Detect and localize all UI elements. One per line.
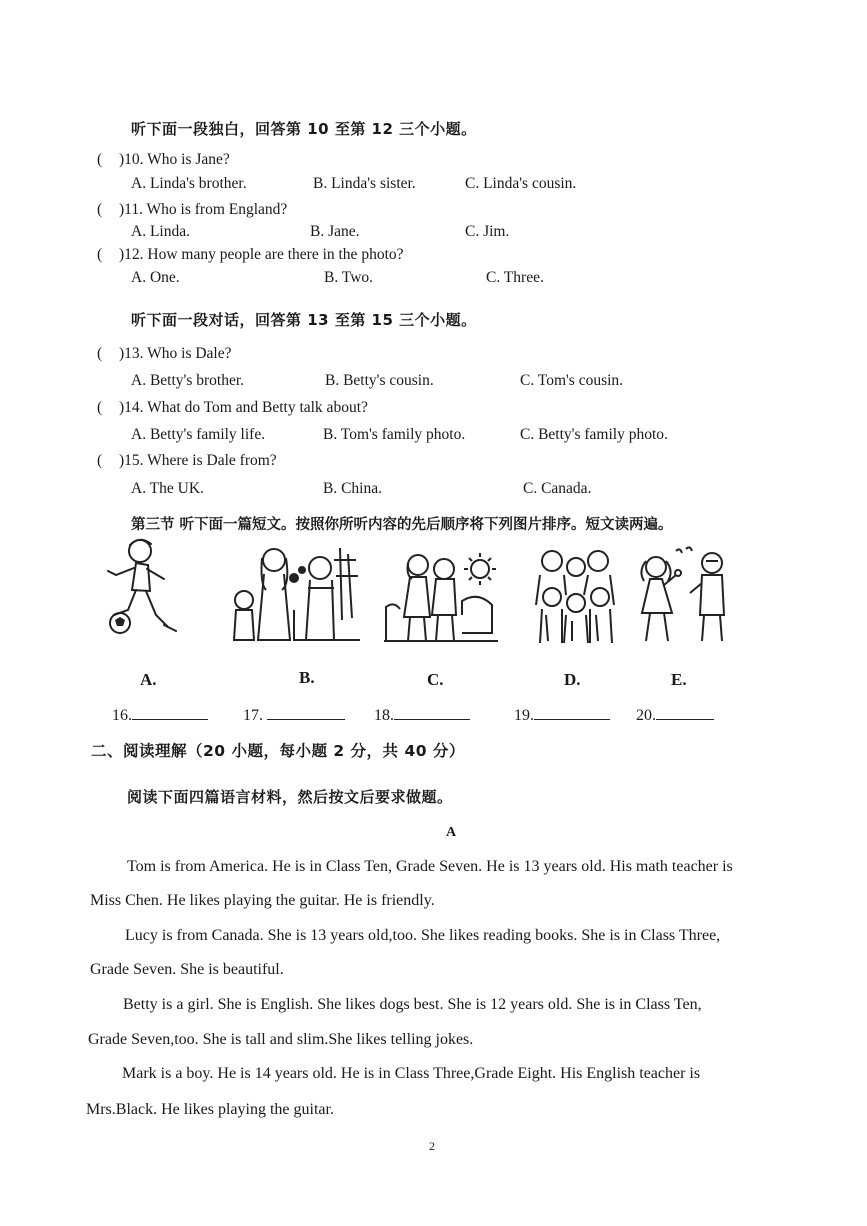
option-a: A. The UK.: [131, 480, 204, 497]
question-11: )11. Who is from England?: [119, 201, 288, 218]
passage-line: Grade Seven. She is beautiful.: [90, 961, 284, 978]
blank-number: 16.: [112, 707, 132, 724]
question-15: )15. Where is Dale from?: [119, 452, 277, 469]
option-c: C. Tom's cousin.: [520, 372, 624, 389]
family-portrait-icon: [222, 540, 360, 645]
option-b: B. Two.: [324, 269, 374, 286]
option-a: A. One.: [131, 269, 180, 286]
passage-title: A: [446, 825, 457, 840]
question-paren: (: [97, 399, 103, 416]
option-c: C. Three.: [486, 269, 544, 286]
option-b: B. Betty's cousin.: [325, 372, 434, 389]
option-c: C. Jim.: [465, 223, 510, 240]
option-c: C. Linda's cousin.: [465, 175, 577, 192]
blank-number: 20.: [636, 707, 656, 724]
option-a: A. Betty's brother.: [131, 372, 245, 389]
blank-number: 18.: [374, 707, 394, 724]
answer-blank-18[interactable]: [374, 705, 470, 725]
boy-kicking-ball-icon: [98, 535, 188, 640]
page-number: 2: [429, 1139, 435, 1153]
picture-label-c: C.: [427, 670, 444, 689]
passage-line: Lucy is from Canada. She is 13 years old,too. She likes reading books. She is in Class Three,: [125, 927, 721, 944]
passage-line: Betty is a girl. She is English. She likes dogs best. She is 12 years old. She is in Class Ten,: [123, 996, 702, 1013]
section-heading-monologue: 听下面一段独白，回答第 10 至第 12 三个小题。: [131, 120, 477, 138]
answer-blank-19[interactable]: [514, 705, 610, 725]
picture-label-d: D.: [564, 670, 581, 689]
blank-number: 17.: [243, 707, 263, 724]
option-a: A. Betty's family life.: [131, 426, 266, 443]
question-paren: (: [97, 246, 103, 263]
option-a: A. Linda.: [131, 223, 190, 240]
blank-number: 19.: [514, 707, 534, 724]
question-paren: (: [97, 345, 103, 362]
question-10: )10. Who is Jane?: [119, 151, 230, 168]
reading-instruction: 阅读下面四篇语言材料，然后按文后要求做题。: [127, 788, 453, 806]
option-a: A. Linda's brother.: [131, 175, 247, 192]
picture-label-a: A.: [140, 670, 157, 689]
question-paren: (: [97, 201, 103, 218]
question-paren: (: [97, 151, 103, 168]
picture-label-b: B.: [299, 668, 315, 687]
girl-singing-with-man-icon: [630, 545, 732, 645]
passage-line: Miss Chen. He likes playing the guitar. He is friendly.: [90, 892, 435, 909]
passage-line: Mrs.Black. He likes playing the guitar.: [86, 1101, 334, 1118]
picture-label-e: E.: [671, 670, 687, 689]
family-group-icon: [532, 545, 618, 645]
answer-blank-16[interactable]: [112, 705, 208, 725]
option-b: B. Tom's family photo.: [323, 426, 466, 443]
question-13: )13. Who is Dale?: [119, 345, 232, 362]
couple-sunny-day-icon: [382, 545, 500, 645]
question-14: )14. What do Tom and Betty talk about?: [119, 399, 368, 416]
option-b: B. Jane.: [310, 223, 360, 240]
section-heading-dialogue: 听下面一段对话，回答第 13 至第 15 三个小题。: [131, 311, 477, 329]
question-paren: (: [97, 452, 103, 469]
passage-line: Grade Seven,too. She is tall and slim.She likes telling jokes.: [88, 1031, 474, 1048]
passage-line: Tom is from America. He is in Class Ten, Grade Seven. He is 13 years old. His math teacher is: [127, 858, 733, 875]
part-two-heading: 二、阅读理解（20 小题，每小题 2 分，共 40 分）: [91, 742, 465, 760]
option-c: C. Canada.: [523, 480, 592, 497]
passage-line: Mark is a boy. He is 14 years old. He is in Class Three,Grade Eight. His English teacher is: [122, 1065, 701, 1082]
section-heading-passage-ordering: 第三节 听下面一篇短文。按照你所听内容的先后顺序将下列图片排序。短文读两遍。: [131, 517, 673, 533]
answer-blank-20[interactable]: [636, 705, 714, 725]
option-b: B. China.: [323, 480, 382, 497]
option-c: C. Betty's family photo.: [520, 426, 668, 443]
answer-blank-17[interactable]: [243, 705, 345, 725]
option-b: B. Linda's sister.: [313, 175, 416, 192]
question-12: )12. How many people are there in the photo?: [119, 246, 404, 263]
